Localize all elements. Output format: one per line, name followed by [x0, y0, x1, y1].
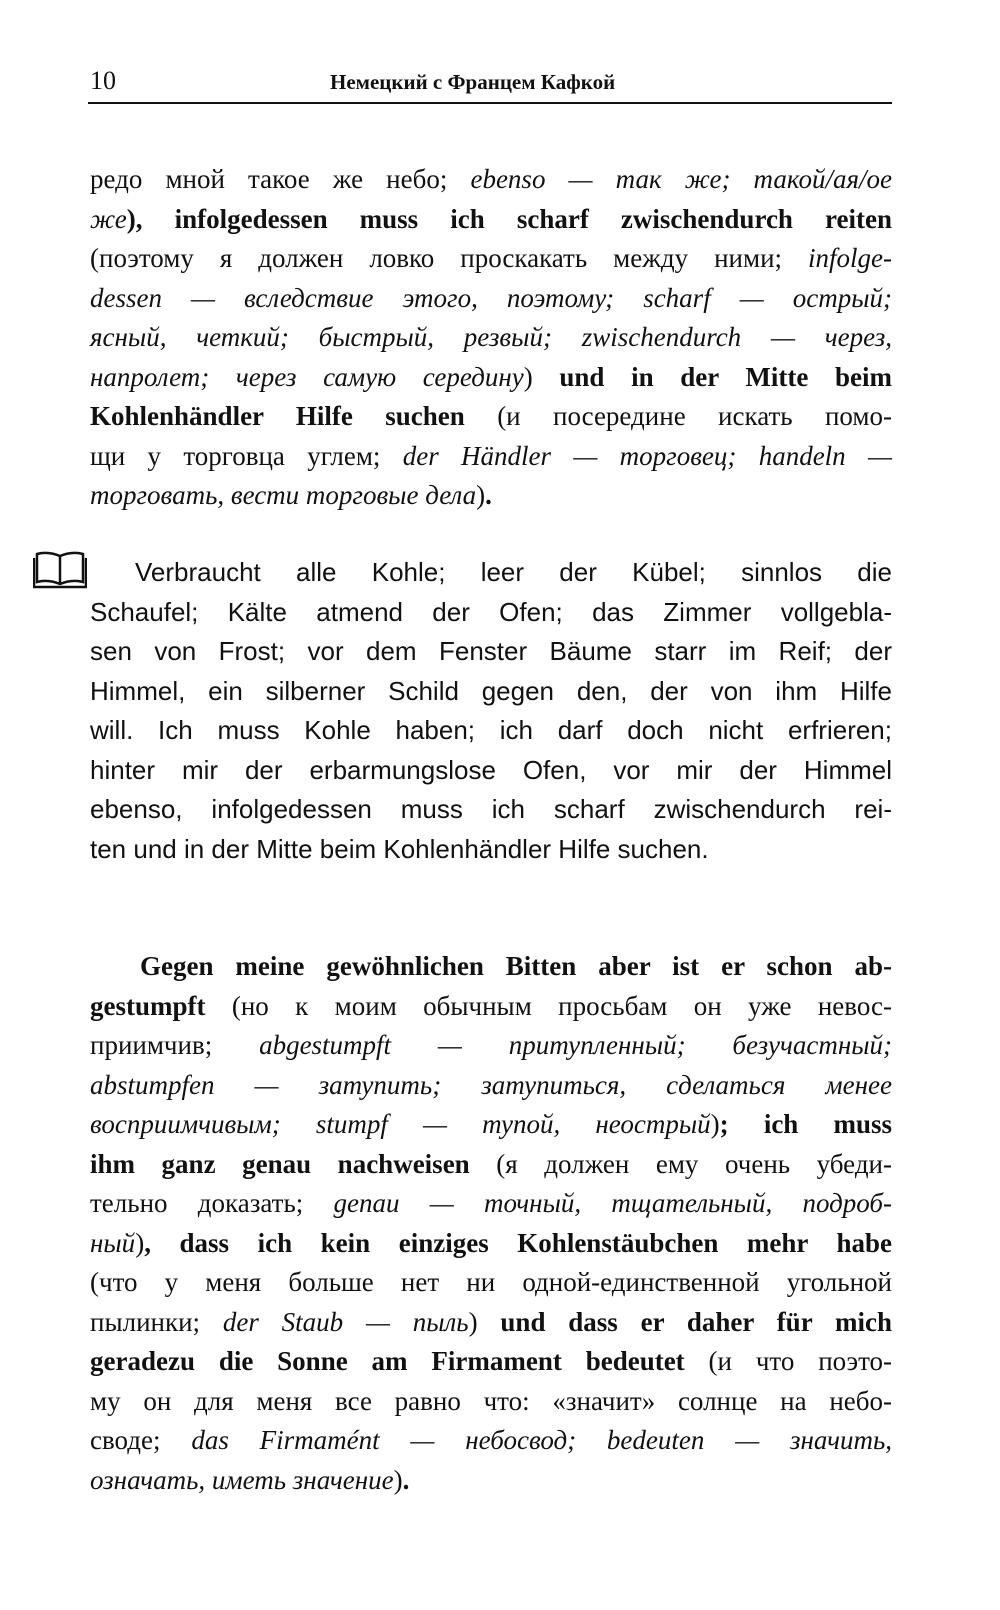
text-line: [90, 1224, 892, 1264]
italic-gloss-text: напролет; через самую середину: [90, 361, 524, 392]
italic-gloss-text: abgestumpft — притупленный; безучастный;: [259, 1030, 892, 1060]
text-line: [90, 987, 892, 1027]
bold-german-text: ), infolgedessen muss ich scharf zwischendurch reiten: [126, 203, 892, 234]
regular-text: sen von Frost; vor dem Fenster Bäume starr im Reif; der: [90, 636, 892, 666]
text-line: [90, 553, 892, 593]
text-line: [90, 397, 892, 437]
italic-gloss-text: означать, иметь значение: [90, 1464, 394, 1495]
bold-german-text: ihm ganz genau nachweisen: [90, 1148, 470, 1179]
regular-text: ten und in der Mitte beim Kohlenhändler Hilfe suchen.: [90, 833, 709, 864]
text-line: [90, 1105, 892, 1145]
regular-text: Verbraucht alle Kohle; leer der Kübel; sinnlos die: [135, 557, 892, 587]
text-line: [90, 318, 892, 358]
text-line: [90, 1066, 892, 1106]
bold-german-text: und dass er daher für mich: [477, 1306, 892, 1337]
italic-gloss-text: genau — точный, тщательный, подроб-: [333, 1188, 892, 1218]
text-line: [90, 790, 892, 830]
regular-text: ebenso, infolgedessen muss ich scharf zwischendurch rei-: [90, 794, 892, 824]
regular-text: своде;: [90, 1425, 192, 1455]
regular-text: ): [476, 480, 486, 510]
bold-german-text: geradezu die Sonne am Firmament bedeutet: [90, 1346, 685, 1376]
italic-gloss-text: das Firmamént — небосвод; bedeuten — значить,: [191, 1425, 892, 1455]
regular-text: (но к моим обычным просьбам он уже невос-: [205, 990, 892, 1021]
regular-text: ): [135, 1227, 145, 1258]
bold-german-text: .: [402, 1464, 410, 1495]
paragraph-original-text: [90, 553, 892, 869]
italic-gloss-text: восприимчивым; stumpf — тупой, неострый: [90, 1109, 711, 1139]
text-line: [90, 1342, 892, 1382]
paragraph-commentary-1: [90, 160, 892, 516]
text-line: [90, 830, 892, 870]
regular-text: ): [468, 1306, 478, 1337]
text-line: [90, 1461, 892, 1501]
text-line: [90, 672, 892, 712]
regular-text: (я должен ему очень убеди-: [469, 1148, 892, 1179]
italic-gloss-text: же: [90, 203, 127, 234]
regular-text: щи у торговца углем;: [90, 440, 403, 471]
text-line: [90, 711, 892, 751]
regular-text: му он для меня все равно что: «значит» солнце на небо-: [90, 1385, 892, 1416]
bold-german-text: .: [485, 480, 492, 510]
regular-text: will. Ich muss Kohle haben; ich darf doch nicht erfrieren;: [90, 715, 892, 745]
italic-gloss-text: ясный, четкий; быстрый, резвый; zwischendurch — через,: [90, 322, 892, 352]
text-line: [90, 279, 892, 319]
italic-gloss-text: ный: [90, 1227, 136, 1258]
regular-text: пылинки;: [90, 1306, 223, 1337]
italic-gloss-text: der Staub — пыль: [222, 1306, 469, 1337]
running-title: Немецкий с Францем Кафкой: [330, 70, 616, 94]
text-line: [90, 947, 892, 987]
open-book-icon: [33, 548, 87, 595]
regular-text: ): [523, 361, 533, 392]
bold-german-text: gestumpft: [90, 990, 206, 1021]
header-rule: [88, 102, 892, 104]
page-number: 10: [90, 66, 116, 95]
text-line: [90, 1303, 892, 1343]
regular-text: Himmel, ein silberner Schild gegen den, der von ihm Hilfe: [90, 675, 892, 706]
regular-text: (и что поэто-: [684, 1346, 893, 1376]
text-line: [90, 751, 892, 791]
regular-text: hinter mir der erbarmungslose Ofen, vor mir der Himmel: [90, 754, 892, 785]
italic-gloss-text: abstumpfen — затупить; затупиться, сделаться менее: [90, 1069, 892, 1100]
text-line: [90, 239, 892, 279]
regular-text: (поэтому я должен ловко проскакать между ними;: [90, 243, 809, 273]
text-line: [90, 1263, 892, 1303]
text-line: [90, 476, 892, 516]
italic-gloss-text: ebenso — так же; такой/ая/ое: [470, 164, 892, 194]
regular-text: ): [710, 1109, 720, 1139]
text-line: [90, 593, 892, 633]
paragraph-commentary-2: [90, 947, 892, 1500]
bold-german-text: Kohlenhändler Hilfe suchen: [90, 401, 465, 431]
regular-text: ): [393, 1464, 403, 1495]
text-line: [90, 437, 892, 477]
text-line: [90, 1026, 892, 1066]
italic-gloss-text: dessen — вследствие этого, поэтому; scharf — острый;: [90, 282, 892, 313]
text-line: [90, 200, 892, 240]
regular-text: тельно доказать;: [90, 1188, 334, 1218]
regular-text: приимчив;: [90, 1030, 260, 1060]
regular-text: редо мной такое же небо;: [90, 164, 471, 194]
bold-german-text: ; ich muss: [719, 1109, 892, 1139]
regular-text: (и посередине искать помо-: [464, 401, 892, 431]
italic-gloss-text: торговать, вести торговые дела: [90, 480, 477, 510]
regular-text: Schaufel; Kälte atmend der Ofen; das Zimmer vollgebla-: [90, 596, 892, 627]
bold-german-text: und in der Mitte beim: [532, 361, 892, 392]
bold-german-text: , dass ich kein einziges Kohlenstäubchen mehr habe: [144, 1227, 892, 1258]
text-line: [90, 1382, 892, 1422]
text-line: [90, 1145, 892, 1185]
italic-gloss-text: der Händler — торговец; handeln —: [402, 440, 892, 471]
text-line: [90, 1184, 892, 1224]
text-line: [90, 358, 892, 398]
text-line: [90, 160, 892, 200]
regular-text: (что у меня больше нет ни одной-единственной угольной: [90, 1267, 892, 1297]
text-line: [90, 1421, 892, 1461]
text-line: [90, 632, 892, 672]
bold-german-text: Gegen meine gewöhnlichen Bitten aber ist er schon ab-: [140, 951, 892, 981]
italic-gloss-text: infolge-: [808, 243, 892, 273]
